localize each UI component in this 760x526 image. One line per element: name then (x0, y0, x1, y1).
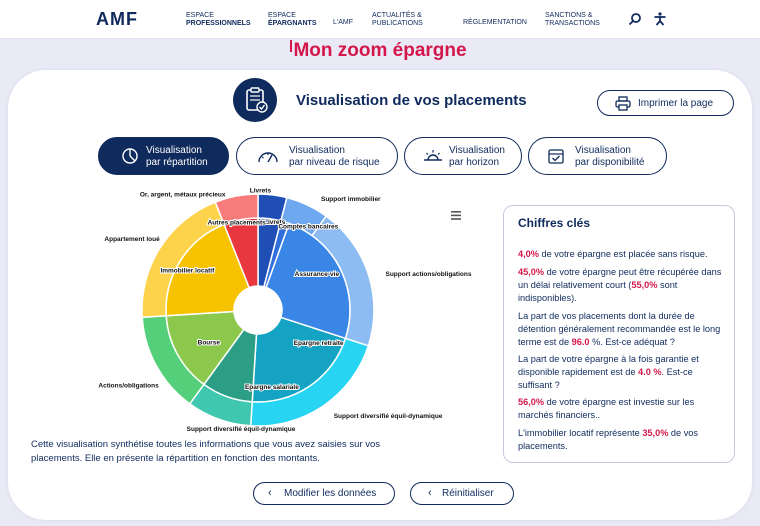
kf-highlight: 4,0% (518, 249, 539, 259)
nav-espace-epargnants[interactable] (268, 12, 316, 28)
tab-line2: par horizon (449, 157, 500, 168)
calendar-check-icon (547, 147, 565, 165)
top-navigation-bar (0, 0, 760, 39)
inner-label-3: Epargne retraite (293, 340, 344, 347)
nav-line2: TRANSACTIONS (545, 20, 600, 27)
tab-line1: Visualisation (449, 145, 505, 156)
kf-highlight: 35,0% (642, 428, 669, 438)
outer-label-0: Livrets (249, 187, 272, 195)
amf-logo[interactable] (96, 9, 138, 30)
print-page-label: Imprimer la page (638, 98, 714, 109)
accessibility-icon[interactable] (653, 12, 667, 26)
sunrise-icon (422, 147, 444, 165)
modify-data-label: Modifier les données (284, 488, 377, 499)
nav-line1: ACTUALITÉS & (372, 12, 422, 19)
outer-label-2: Support actions/obligations (385, 270, 472, 278)
nav-line2: PROFESSIONNELS (186, 20, 251, 27)
repartition-sunburst-chart[interactable] (98, 187, 480, 433)
tab-line1: Visualisation (575, 145, 631, 156)
tab-line2: par niveau de risque (289, 157, 380, 168)
gauge-icon (257, 147, 279, 165)
outer-label-3: Support diversifié équil-dynamique (333, 413, 443, 421)
reset-button[interactable] (410, 482, 514, 505)
kf-highlight: 55,0% (631, 280, 658, 290)
key-figure-item (518, 353, 724, 392)
nav-reglementation[interactable] (463, 19, 527, 27)
inner-label-4: Epargne salariale (244, 383, 299, 391)
inner-label-0: Livrets (263, 219, 286, 227)
kf-text: de votre épargne est investie sur les marchés financiers.. (518, 397, 695, 420)
kf-text: de vos placements. (518, 428, 698, 451)
tab-horizon[interactable] (404, 137, 522, 175)
kf-text: sont indisponibles). (518, 280, 678, 303)
inner-label-1: Comptes bancaires (278, 223, 339, 231)
kf-text: . Est-ce suffisant ? (518, 367, 693, 390)
chevron-left-icon: ‹ (268, 487, 272, 499)
outer-label-5: Actions/obligations (98, 382, 159, 390)
outer-label-1: Support immobilier (321, 195, 381, 203)
kf-text: de votre épargne est placée sans risque. (538, 249, 708, 259)
chart-description: Cette visualisation synthétise toutes les informations que vous avez saisies sur vos placements. Elle en présente la répartition en fonction des montants. (31, 439, 381, 464)
nav-espace-professionnels[interactable] (186, 12, 251, 28)
tab-niveau-de-risque[interactable] (236, 137, 398, 175)
kf-highlight: 56,0% (518, 397, 545, 407)
kf-text: de votre épargne peut être récupérée dans un délai relativement court ( (518, 267, 722, 290)
nav-line1: RÉGLEMENTATION (463, 19, 527, 26)
kf-highlight: 4.0 % (638, 367, 662, 377)
kf-highlight: 96.0 (571, 337, 590, 347)
nav-line1: L'AMF (333, 19, 354, 26)
inner-label-7: Autres placements (207, 219, 266, 227)
key-figures-panel (503, 205, 735, 463)
nav-line1: ESPACE (186, 12, 214, 19)
tab-line2: par répartition (146, 157, 208, 168)
inner-label-5: Bourse (197, 339, 221, 347)
nav-l-amf[interactable] (333, 19, 353, 27)
key-figures-title: Chiffres clés (518, 216, 591, 230)
page-title: Mon zoom épargne (293, 40, 467, 61)
key-figure-item (518, 427, 724, 453)
clipboard-check-icon (233, 78, 277, 122)
kf-text: La part de votre épargne à la fois garantie et disponible rapidement est de (518, 354, 699, 377)
nav-sanctions-transactions[interactable] (545, 12, 600, 28)
outer-label-7: Or, argent, métaux précieux (139, 191, 226, 199)
nav-line1: ESPACE (268, 12, 296, 19)
nav-line2: PUBLICATIONS (372, 20, 423, 27)
key-figure-item (518, 266, 724, 305)
reset-label: Réinitialiser (442, 488, 494, 499)
key-figure-item (518, 396, 724, 422)
kf-text: La part de vos placements dont la durée de détention généralement recommandée est le long terme est de (518, 311, 721, 347)
print-page-button[interactable] (597, 90, 734, 116)
search-icon[interactable] (628, 12, 642, 26)
inner-label-6: Immobilier locatif (160, 267, 215, 275)
tab-disponibilite[interactable] (528, 137, 667, 175)
tab-line1: Visualisation (146, 145, 202, 156)
tab-line1: Visualisation (289, 145, 345, 156)
key-figure-item (518, 310, 724, 349)
tab-repartition[interactable] (98, 137, 229, 175)
kf-highlight: 45,0% (518, 267, 545, 277)
outer-label-6: Appartement loué (104, 236, 160, 244)
nav-actualites-publications[interactable] (372, 12, 423, 28)
chart-menu-icon[interactable] (451, 211, 461, 220)
printer-icon (615, 96, 631, 111)
pie-icon (121, 147, 139, 165)
key-figure-item (518, 248, 724, 261)
inner-label-2: Assurance-vie (294, 271, 340, 278)
kf-text: L'immobilier locatif représente (518, 428, 643, 438)
kf-text: %. Est-ce adéquat ? (589, 337, 675, 347)
tab-line2: par disponibilité (575, 157, 645, 168)
modify-data-button[interactable] (253, 482, 395, 505)
outer-label-4: Support diversifié équil-dynamique (186, 425, 296, 433)
logo-text: AMF (96, 9, 138, 29)
chevron-left-icon: ‹ (428, 487, 432, 499)
nav-line2: ÉPARGNANTS (268, 20, 317, 27)
nav-line1: SANCTIONS & (545, 12, 593, 19)
card-heading: Visualisation de vos placements (296, 92, 527, 109)
